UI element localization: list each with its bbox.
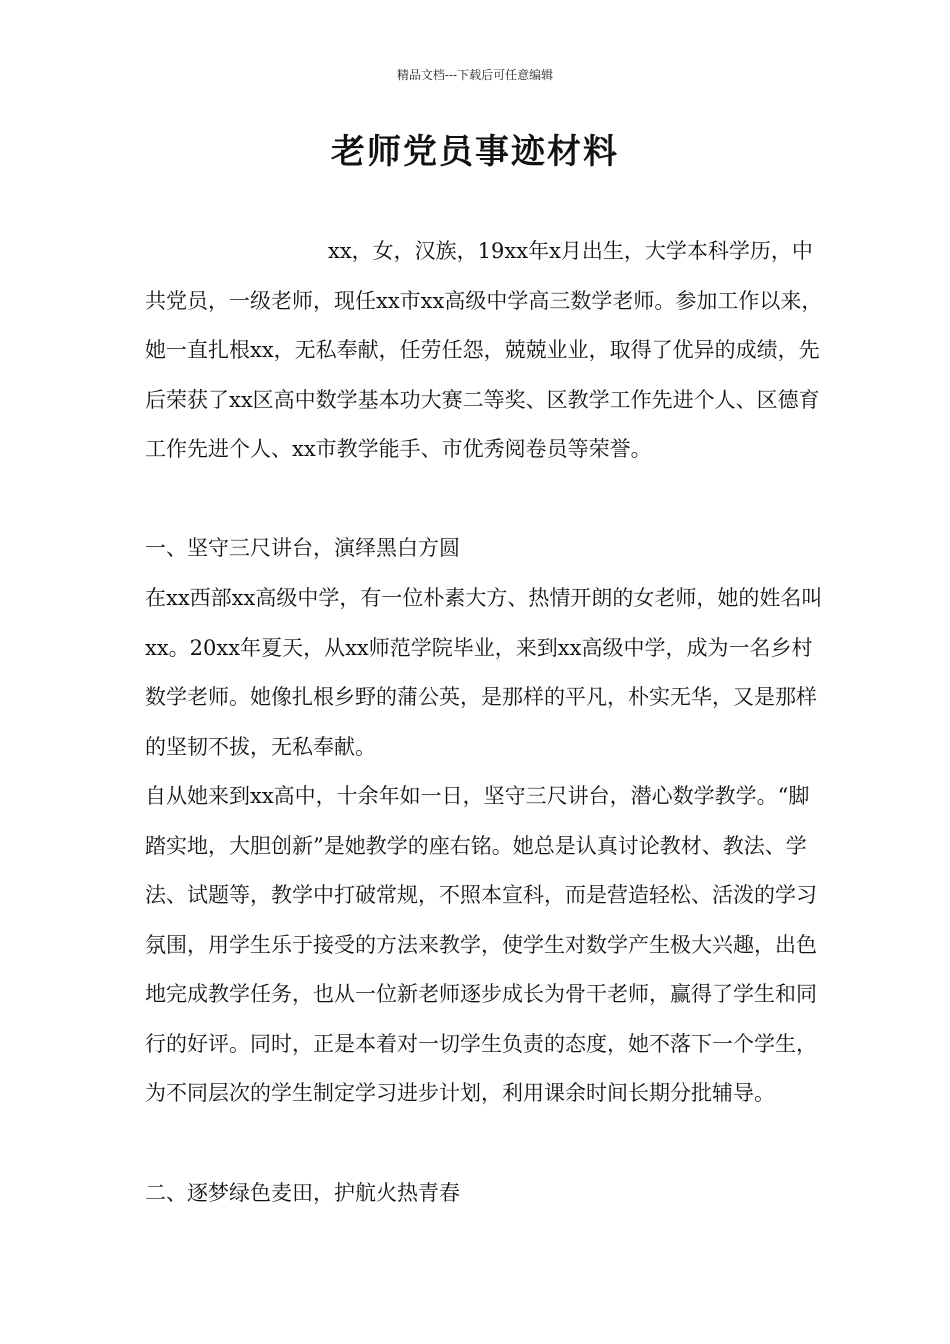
- paragraph-intro: xx，女，汉族，19xx年x月出生，大学本科学历，中共党员，一级老师，现任xx市xx高级中学高三数学老师。参加工作以来，她一直扎根xx，无私奉献，任劳任怨，兢兢业业，取得了优异的成绩，先后荣获了xx区高中数学基本功大赛二等奖、区教学工作先进个人、区德育工作先进个人、xx市教学能手、市优秀阅卷员等荣誉。: [145, 239, 823, 461]
- document-title: 老师党员事迹材料: [331, 132, 619, 172]
- header-note: 精品文档---下载后可任意编辑: [396, 68, 554, 82]
- section-heading-1: 一、坚守三尺讲台，演绎黑白方圆: [145, 536, 460, 560]
- paragraph-section1-b: 自从她来到xx高中，十余年如一日，坚守三尺讲台，潜心数学教学。“脚踏实地，大胆创新”是她教学的座右铭。她总是认真讨论教材、教法、学法、试题等，教学中打破常规，不照本宣科，而是营造轻松、活泼的学习氛围，用学生乐于接受的方法来教学，使学生对数学产生极大兴趣，出色地完成教学任务，也从一位新老师逐步成长为骨干老师，赢得了学生和同行的好评。同时，正是本着对一切学生负责的态度，她不落下一个学生，为不同层次的学生制定学习进步计划，利用课余时间长期分批辅导。: [145, 784, 817, 1105]
- section-heading-2: 二、逐梦绿色麦田，护航火热青春: [145, 1181, 460, 1205]
- paragraph-section1-a: 在xx西部xx高级中学，有一位朴素大方、热情开朗的女老师，她的姓名叫xx。20xx年夏天，从xx师范学院毕业，来到xx高级中学，成为一名乡村数学老师。她像扎根乡野的蒲公英，是那样的平凡，朴实无华，又是那样的坚韧不拔，无私奉献。: [145, 586, 823, 759]
